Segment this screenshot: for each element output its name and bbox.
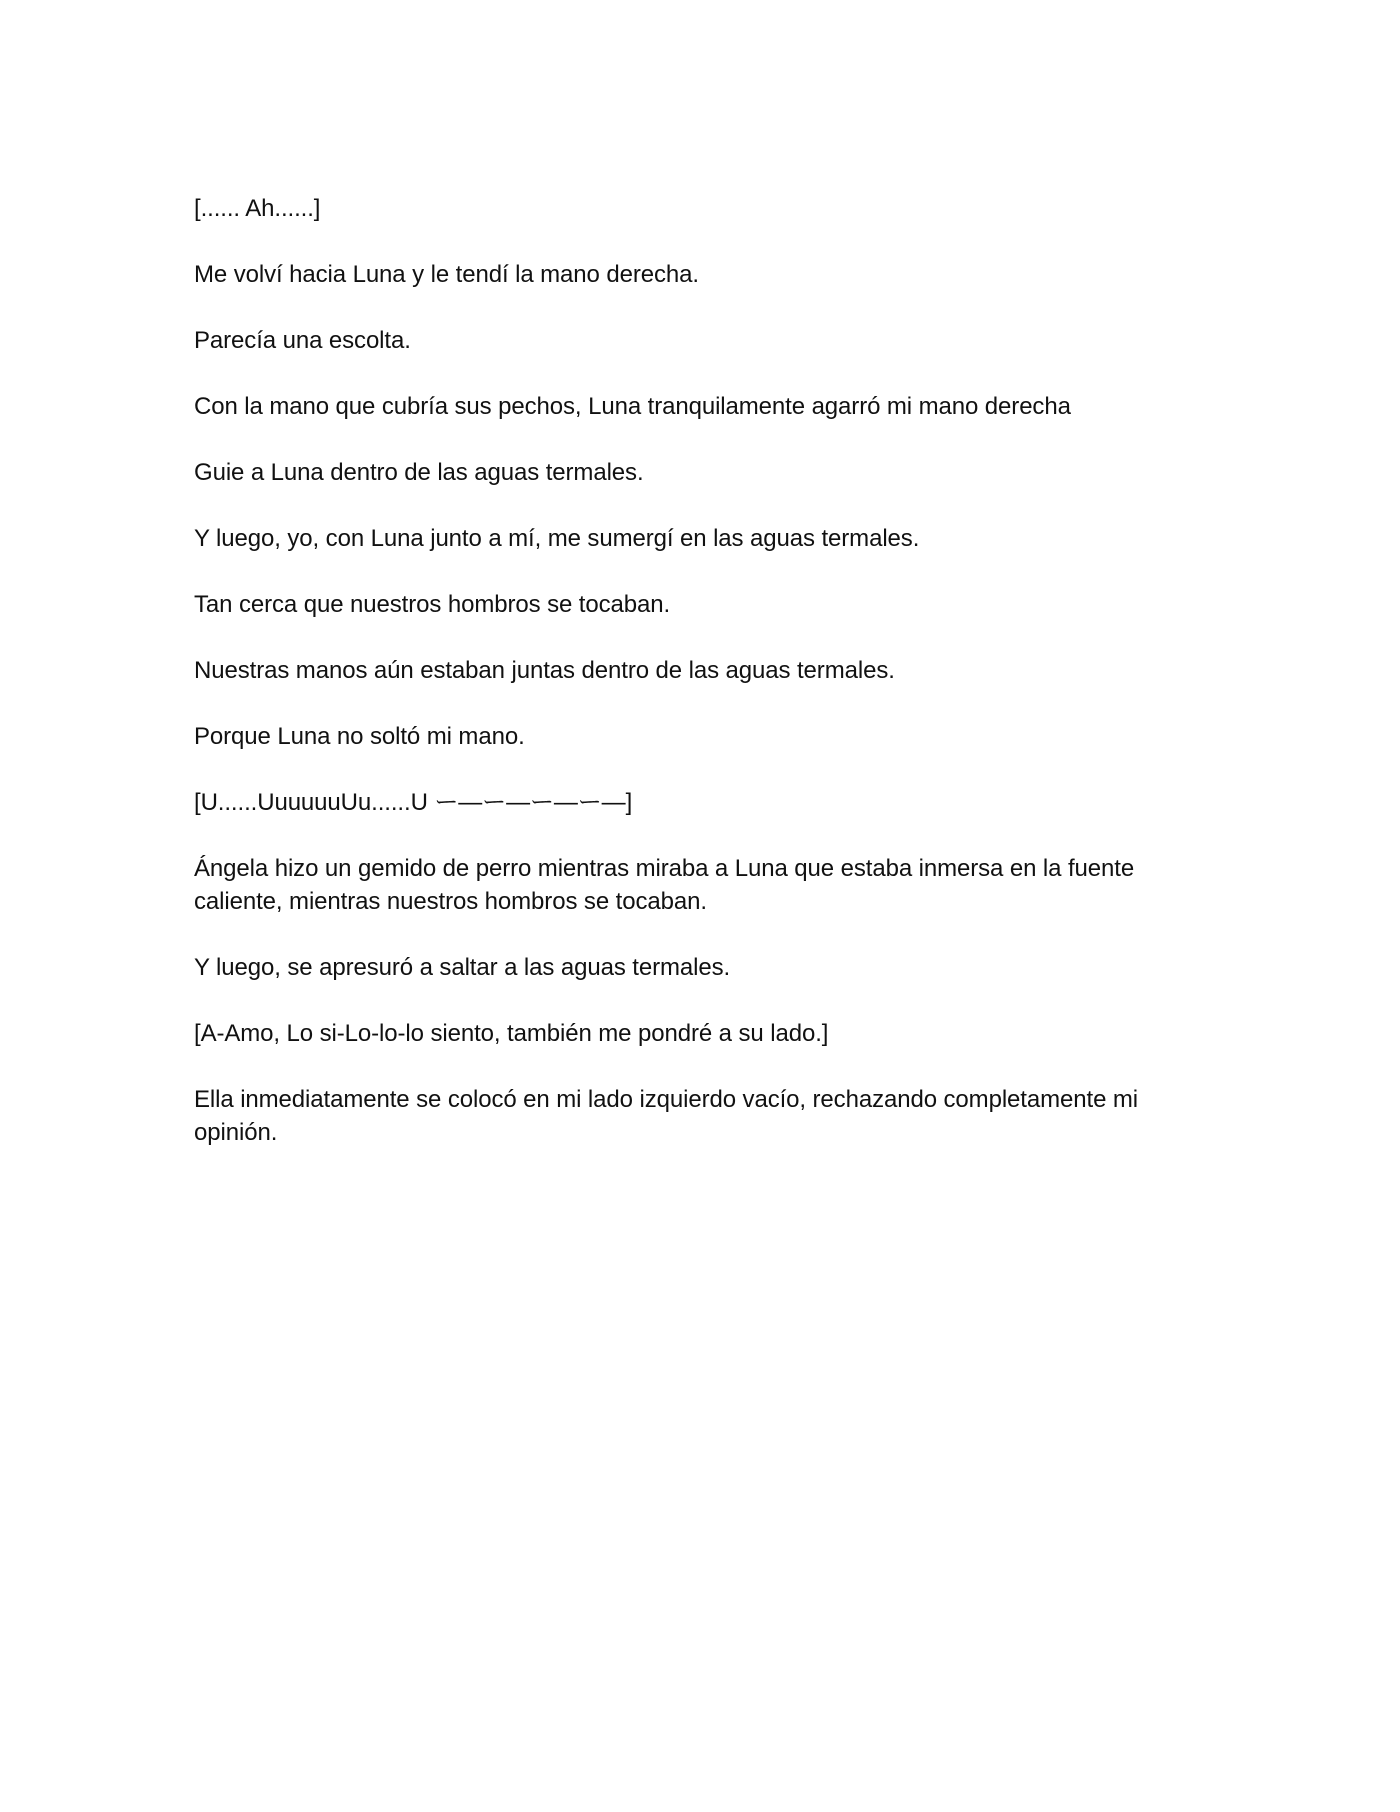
paragraph: Parecía una escolta. (194, 327, 411, 354)
paragraph: [A-Amo, Lo si-Lo-lo-lo siento, también me pondré a su lado.] (194, 1020, 829, 1047)
paragraph: Tan cerca que nuestros hombros se tocaban. (194, 591, 671, 618)
paragraph: Ella inmediatamente se colocó en mi lado izquierdo vacío, rechazando completamente mi opinión. (194, 1086, 1145, 1146)
paragraph: Me volví hacia Luna y le tendí la mano derecha. (194, 261, 699, 288)
document-body (194, 192, 1224, 1182)
paragraph: Ángela hizo un gemido de perro mientras miraba a Luna que estaba inmersa en la fuente caliente, mientras nuestros hombros se tocaban. (194, 855, 1141, 915)
paragraph: Nuestras manos aún estaban juntas dentro de las aguas termales. (194, 657, 895, 684)
paragraph: [U......UuuuuuUu......U ー―ー―ー―ー―] (194, 789, 633, 816)
paragraph: Y luego, yo, con Luna junto a mí, me sumergí en las aguas termales. (194, 525, 920, 552)
paragraph: Y luego, se apresuró a saltar a las aguas termales. (194, 954, 731, 981)
paragraph: Guie a Luna dentro de las aguas termales. (194, 459, 644, 486)
paragraph: Porque Luna no soltó mi mano. (194, 723, 525, 750)
paragraph: Con la mano que cubría sus pechos, Luna tranquilamente agarró mi mano derecha (194, 393, 1071, 420)
paragraph: [...... Ah......] (194, 195, 321, 222)
